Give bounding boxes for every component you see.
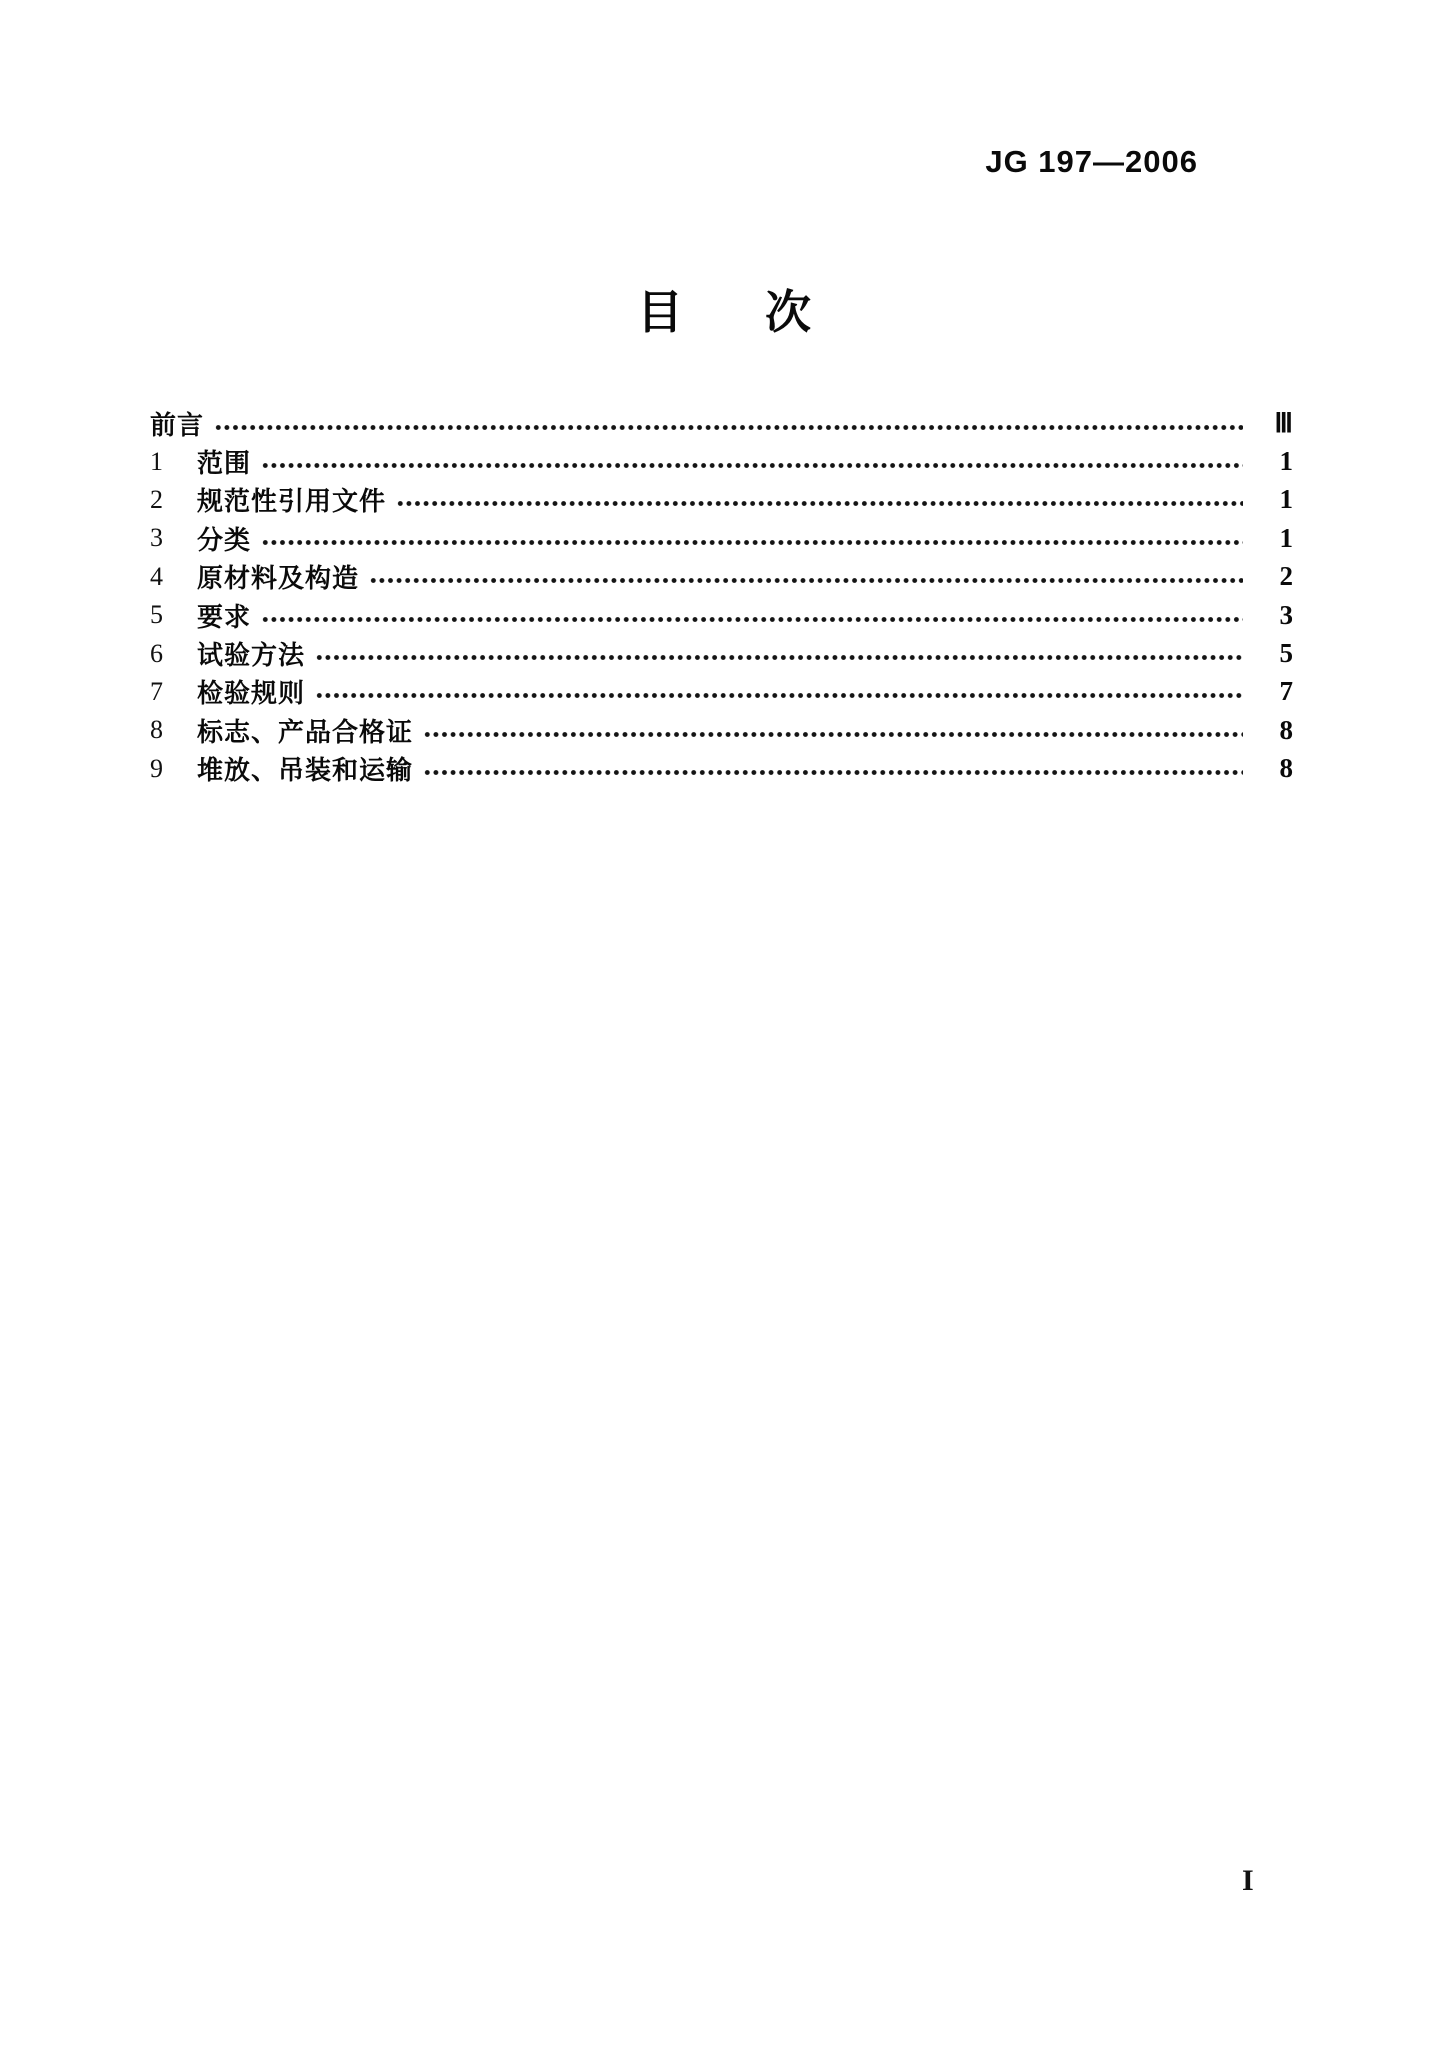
dot-leader [315, 654, 1243, 661]
toc-row [150, 750, 1293, 788]
toc-item-number: 3 [150, 523, 163, 553]
toc-row [150, 673, 1293, 711]
toc-row [150, 519, 1293, 557]
page-number: I [1242, 1864, 1254, 1897]
toc-item-number: 9 [150, 753, 163, 783]
table-of-contents [150, 404, 1293, 788]
page-title: 目 次 [637, 287, 829, 338]
toc-item-page: 1 [1279, 484, 1293, 515]
toc-item-number: 5 [150, 600, 163, 630]
toc-item-label: 分类 [197, 525, 252, 555]
dot-leader [369, 577, 1243, 584]
toc-item-label: 前言 [150, 410, 205, 440]
toc-item-number: 6 [150, 638, 163, 668]
dot-leader [423, 731, 1243, 738]
toc-item-label: 标志、产品合格证 [197, 717, 414, 747]
dot-leader [423, 769, 1243, 776]
toc-item-label: 堆放、吊装和运输 [197, 756, 414, 786]
toc-item-label: 原材料及构造 [197, 564, 360, 594]
toc-item-page: 2 [1279, 561, 1293, 592]
toc-item-label: 范围 [197, 449, 252, 479]
toc-item-page: 8 [1279, 753, 1293, 784]
dot-leader [396, 500, 1243, 507]
toc-item-page: 1 [1279, 446, 1293, 477]
toc-item-page: 5 [1279, 638, 1293, 669]
dot-leader [261, 616, 1243, 623]
toc-item-page: 7 [1279, 676, 1293, 707]
toc-item-page: 8 [1279, 714, 1293, 745]
toc-item-number: 1 [150, 446, 163, 476]
toc-row [150, 596, 1293, 634]
dot-leader [261, 539, 1243, 546]
toc-row [150, 481, 1293, 519]
dot-leader [315, 692, 1243, 699]
toc-item-page: 1 [1279, 522, 1293, 553]
toc-row [150, 404, 1293, 442]
toc-item-number: 4 [150, 561, 163, 591]
toc-row [150, 442, 1293, 480]
toc-item-number: 2 [150, 484, 163, 514]
standard-number: JG 197—2006 [985, 144, 1198, 179]
toc-row [150, 634, 1293, 672]
toc-item-number: 7 [150, 676, 163, 706]
toc-item-label: 规范性引用文件 [197, 487, 387, 517]
toc-item-label: 试验方法 [197, 641, 306, 671]
toc-row [150, 558, 1293, 596]
toc-item-label: 要求 [197, 602, 252, 632]
dot-leader [261, 462, 1243, 469]
toc-row [150, 711, 1293, 749]
toc-item-page: 3 [1279, 599, 1293, 630]
dot-leader [214, 424, 1243, 431]
toc-item-page: Ⅲ [1274, 407, 1293, 438]
toc-item-number: 8 [150, 715, 163, 745]
toc-item-label: 检验规则 [197, 679, 306, 709]
